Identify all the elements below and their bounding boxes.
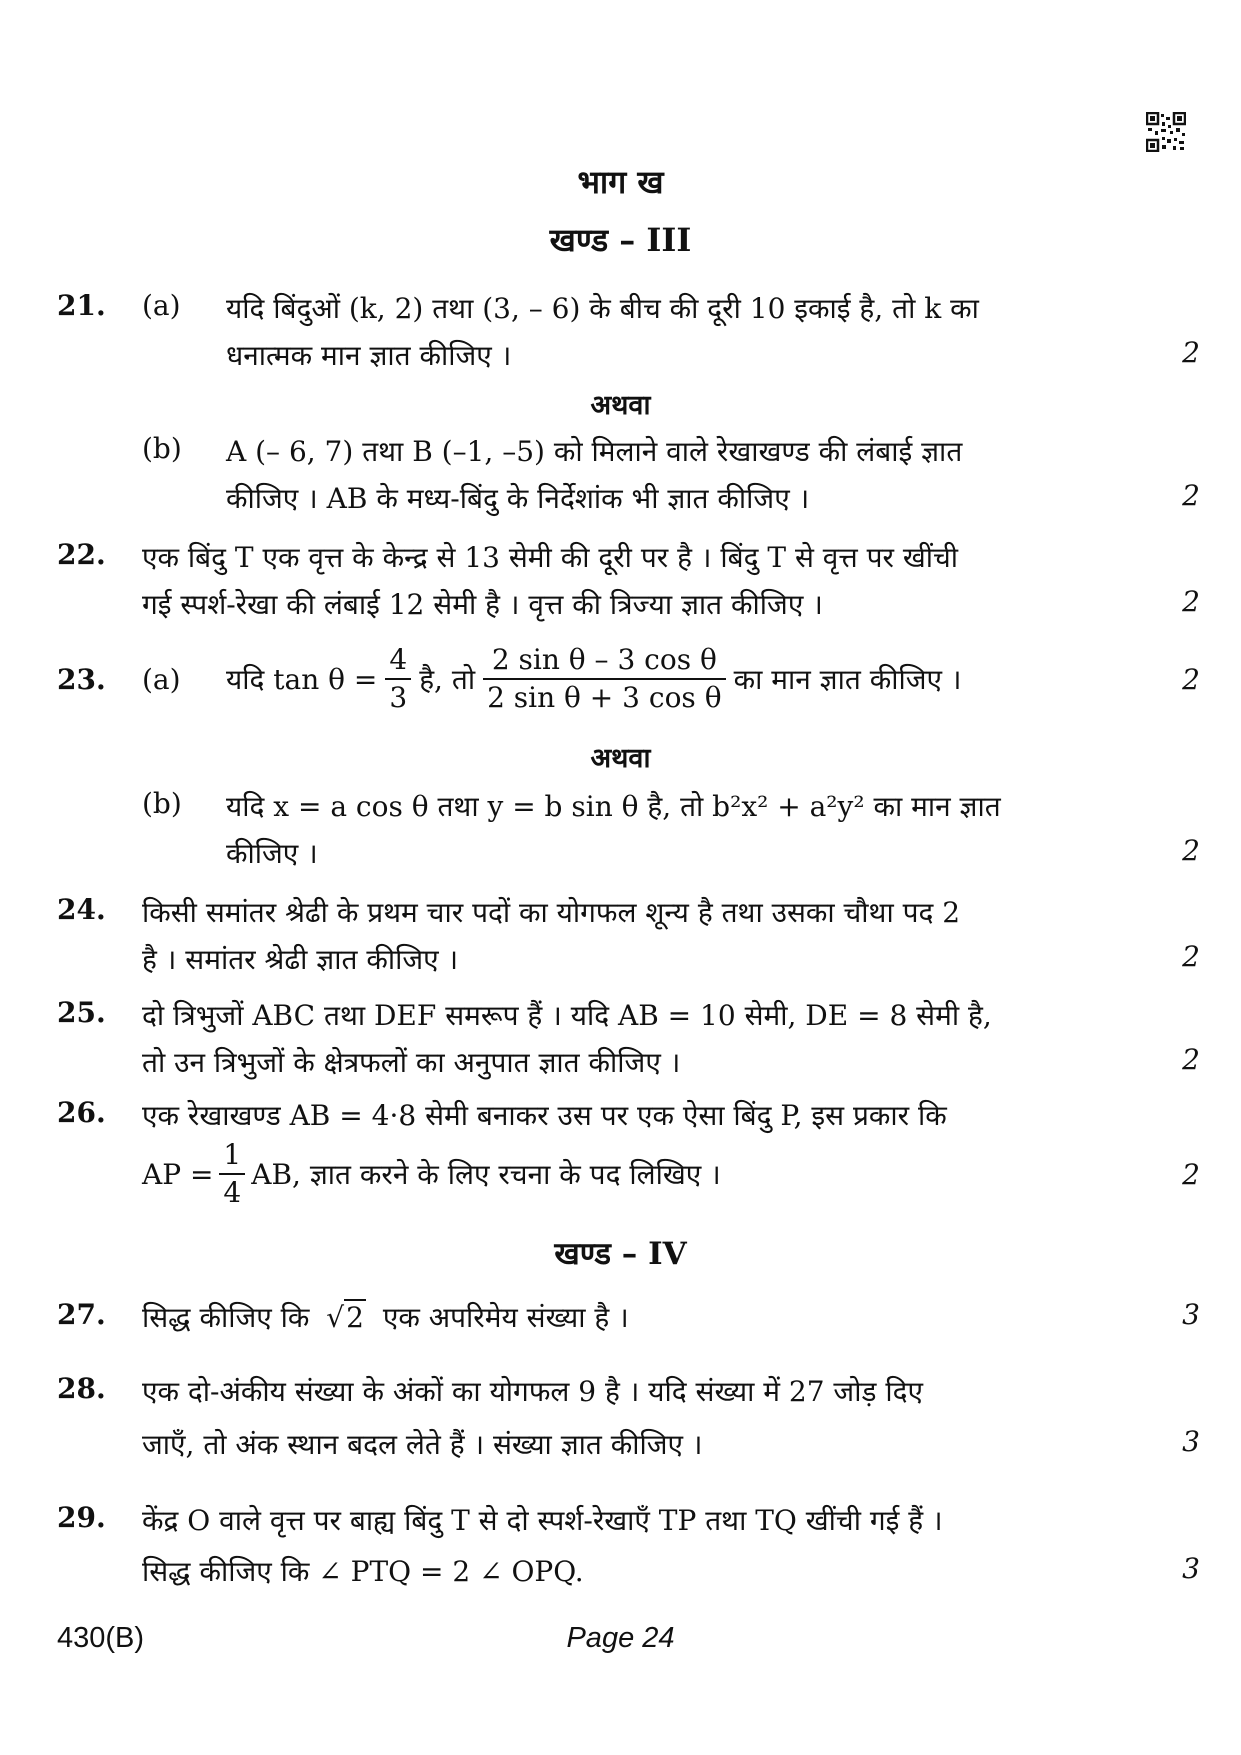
question-number: 26. — [57, 1096, 106, 1129]
marks: 2 — [1182, 336, 1200, 369]
question-number: 28. — [57, 1372, 106, 1405]
marks: 3 — [1182, 1298, 1200, 1331]
subpart-label: (a) — [142, 663, 181, 696]
question-text: यदि बिंदुओं (k, 2) तथा (3, – 6) के बीच की दूरी 10 इकाई है, तो k का — [226, 292, 979, 325]
question-number: 23. — [57, 663, 106, 696]
question-text: किसी समांतर श्रेढी के प्रथम चार पदों का योगफल शून्य है तथा उसका चौथा पद 2 — [142, 896, 961, 929]
question-number: 22. — [57, 538, 106, 571]
qr-code-icon — [1146, 112, 1186, 152]
marks: 2 — [1182, 1158, 1200, 1191]
or-divider: अथवा — [590, 743, 651, 774]
expression-text: सिद्ध कीजिए कि — [142, 1301, 310, 1334]
question-text: सिद्ध कीजिए कि ∠ PTQ = 2 ∠ OPQ. — [142, 1555, 584, 1588]
question-text: है । समांतर श्रेढी ज्ञात कीजिए । — [142, 943, 459, 976]
fraction — [219, 1137, 245, 1211]
fraction-numerator: 2 sin θ – 3 cos θ — [483, 642, 725, 680]
question-text: एक रेखाखण्ड AB = 4·8 सेमी बनाकर उस पर एक ऐसा बिंदु P, इस प्रकार कि — [142, 1099, 947, 1132]
question-text: एक बिंदु T एक वृत्त के केन्द्र से 13 सेमी की दूरी पर है । बिंदु T से वृत्त पर खींची — [142, 541, 959, 574]
question-number: 25. — [57, 996, 106, 1029]
expression-text: AB, ज्ञात करने के लिए रचना के पद लिखिए । — [251, 1158, 721, 1191]
marks: 3 — [1182, 1425, 1200, 1458]
section-4-heading: खण्ड – IV — [554, 1236, 687, 1272]
square-root — [326, 1301, 366, 1334]
fraction-numerator: 1 — [219, 1137, 245, 1175]
question-text — [142, 1132, 721, 1216]
question-text: दो त्रिभुजों ABC तथा DEF समरूप हैं । यदि AB = 10 सेमी, DE = 8 सेमी है, — [142, 999, 992, 1032]
expression-text: एक अपरिमेय संख्या है । — [382, 1301, 629, 1334]
fraction-denominator: 3 — [389, 681, 408, 714]
question-text — [142, 1298, 629, 1336]
marks: 2 — [1182, 663, 1200, 696]
question-text: कीजिए । AB के मध्य-बिंदु के निर्देशांक भी ज्ञात कीजिए । — [226, 482, 810, 515]
subpart-label: (b) — [142, 432, 182, 465]
question-text: धनात्मक मान ज्ञात कीजिए । — [226, 339, 512, 372]
expression-text: का मान ज्ञात कीजिए । — [733, 663, 962, 696]
subpart-label: (a) — [142, 289, 181, 322]
marks: 2 — [1182, 585, 1200, 618]
expression-text: यदि tan θ = — [226, 663, 378, 696]
question-text: गई स्पर्श-रेखा की लंबाई 12 सेमी है । वृत्त की त्रिज्या ज्ञात कीजिए । — [142, 588, 823, 621]
radicand: 2 — [346, 1301, 364, 1334]
question-text: एक दो-अंकीय संख्या के अंकों का योगफल 9 है । यदि संख्या में 27 जोड़ दिए — [142, 1375, 923, 1408]
fraction-denominator: 4 — [223, 1176, 242, 1209]
marks: 2 — [1182, 479, 1200, 512]
question-number: 24. — [57, 893, 106, 926]
question-text: कीजिए । — [226, 837, 318, 870]
marks: 2 — [1182, 940, 1200, 973]
marks: 2 — [1182, 1043, 1200, 1076]
question-number: 27. — [57, 1298, 106, 1331]
question-text — [226, 640, 962, 718]
fraction — [385, 642, 411, 716]
sqrt-sign: √ — [326, 1301, 345, 1334]
marks: 2 — [1182, 834, 1200, 867]
part-heading: भाग ख — [577, 163, 664, 201]
page-number: Page 24 — [566, 1622, 675, 1654]
expression-text: AP = — [142, 1157, 214, 1191]
question-text: यदि x = a cos θ तथा y = b sin θ है, तो b²x² + a²y² का मान ज्ञात — [226, 790, 1001, 823]
or-divider: अथवा — [590, 390, 651, 421]
fraction-denominator: 2 sin θ + 3 cos θ — [487, 681, 722, 714]
paper-code: 430(B) — [57, 1622, 145, 1654]
section-3-heading: खण्ड – III — [549, 221, 692, 259]
question-text: जाएँ, तो अंक स्थान बदल लेते हैं । संख्या ज्ञात कीजिए । — [142, 1428, 703, 1461]
fraction — [483, 642, 725, 716]
question-text: A (– 6, 7) तथा B (–1, –5) को मिलाने वाले रेखाखण्ड की लंबाई ज्ञात — [226, 435, 963, 468]
fraction-numerator: 4 — [385, 642, 411, 680]
expression-text: है, तो — [419, 663, 476, 696]
question-text: केंद्र O वाले वृत्त पर बाह्य बिंदु T से दो स्पर्श-रेखाएँ TP तथा TQ खींची गई हैं । — [142, 1504, 943, 1537]
question-text: तो उन त्रिभुजों के क्षेत्रफलों का अनुपात ज्ञात कीजिए । — [142, 1046, 681, 1079]
subpart-label: (b) — [142, 787, 182, 820]
marks: 3 — [1182, 1552, 1200, 1585]
question-number: 29. — [57, 1501, 106, 1534]
question-number: 21. — [57, 289, 106, 322]
